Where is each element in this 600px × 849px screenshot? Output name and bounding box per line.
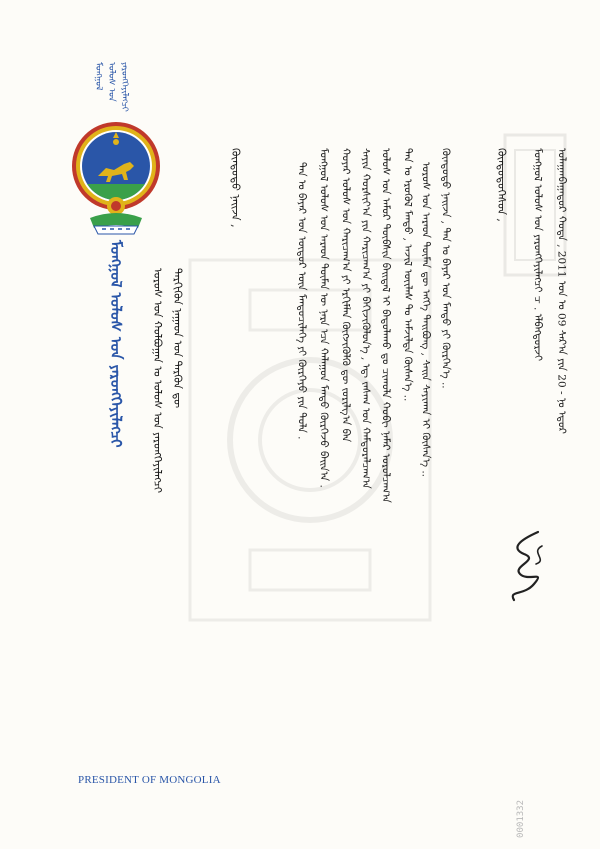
brand-line-2: ᠤᠯᠤᠰ ᠤᠨ [106, 62, 116, 102]
body-line-7: ᠣᠷᠣᠰ ᠤᠨ ᠠᠷᠠᠳ ᠲᠦᠮᠡᠨ ᠳᠦ ᠡᠩᠬᠡ ᠲᠠᠢᠪᠤᠩ , ᠰᠠᠢᠨ ᠰᠠᠶᠢᠬᠠᠨ ᠢ ᠬᠦᠰᠡᠨ᠎ᠡ .. [419, 162, 432, 478]
body-line-4: ᠰᠠᠶᠢᠨ ᠬᠣᠷᠰᠢᠶ᠎ᠠ ᠶᠢᠨ ᠬᠠᠷᠢᠴᠠᠭ᠎ᠠ ᠶᠢ ᠪᠡᠬᠢᠵᠢᠭᠦᠯᠦᠨ᠎ᠡ , ᠡᠳ᠋ ᠵᠠᠰᠠᠭ ᠤᠨ ᠬᠠᠮᠲᠤᠷᠠᠯᠴᠠᠭ᠎ᠠ [359, 148, 372, 489]
body-line-6: ᠲᠠᠨ ᠤ ᠡᠷᠦᠭᠦᠯ ᠮᠡᠨᠳᠦ , ᠠᠵᠢᠯ ᠦᠢᠯᠡᠰ ᠲᠤ ᠠᠮᠵᠢᠯᠲᠠ ᠬᠦᠰᠡᠨ᠎ᠡ .. [401, 148, 414, 402]
brand-line-3: ᠶᠡᠷᠦᠩᠬᠡᠶᠢᠯᠡᠭᠴᠢ [119, 62, 129, 112]
handwritten-signature [490, 526, 560, 606]
state-emblem [68, 110, 164, 238]
body-line-3: ᠬᠣᠶᠠᠷ ᠤᠯᠤᠰ ᠤᠨ ᠬᠠᠷᠢᠴᠠᠭ᠎ᠠ ᠶᠢ ᠡᠷᠬᠢᠮᠯᠡᠨ ᠬᠥᠭᠵᠢᠭᠦᠯᠬᠦ ᠳᠦ ᠵᠣᠷᠢᠯᠭ᠎ᠠ ᠪᠠᠨ [339, 148, 352, 443]
body-line-1: ᠲᠠᠨ ᠤ ᠪᠠᠶᠠᠷ ᠤᠨ ᠦᠳᠦᠷ ᠦᠨ ᠮᠡᠨᠳᠦᠴᠢᠯᠡᠭᠡ ᠶᠢ ᠬᠦᠷᠭᠡᠶᠦ ᠶᠢᠨ ᠲᠤᠯᠠ . [295, 162, 308, 440]
signatory-line: ᠮᠣᠩᠭᠣᠯ ᠤᠯᠤᠰ ᠤᠨ ᠶᠡᠷᠦᠩᠬᠡᠶᠢᠯᠡᠭᠴᠢ ᠴ . ᠡᠯᠪᠡᠭᠳᠣᠷᠵᠢ [531, 148, 544, 361]
body-line-8: ᠬᠦᠨᠳᠦᠲᠦ ᠨᠠᠢᠵᠠ , ᠲᠠᠨ ᠤ ᠪᠠᠶᠠᠷ ᠤᠨ ᠮᠡᠨᠳᠦ ᠶᠢ ᠬᠦᠷᠭᠡᠨ᠎ᠡ .. [439, 148, 452, 389]
footer-english-title: PRESIDENT OF MONGOLIA [78, 774, 221, 786]
regards-line: ᠬᠦᠨᠳᠦᠲᠦᠭᠡᠰᠦᠨ , [495, 148, 508, 222]
brand-line-1: ᠮᠣᠩᠭᠣᠯ [93, 62, 103, 91]
watermark-pattern [180, 250, 440, 630]
salutation: ᠬᠦᠨᠳᠦᠲᠦ ᠨᠠᠢᠵᠠ , [229, 148, 242, 228]
office-title: ᠮᠣᠩᠭᠣᠯ ᠤᠯᠤᠰ ᠤᠨ ᠶᠡᠷᠦᠩᠬᠡᠶᠢᠯᠡᠭᠴᠢ [107, 240, 125, 448]
serial-number: 0001332 [516, 800, 526, 838]
recipient-line-2: ᠲᠡᠷᠭᠢᠭᠦᠨ ᠨᠠᠭᠠᠳ ᠤᠨ ᠲᠡᠷᠭᠦᠨ ᠳᠦ [171, 268, 184, 409]
date-line: ᠤᠯᠠᠭᠠᠨᠪᠠᠭᠠᠲᠤᠷ ᠬᠣᠲᠠ , 2011 ᠣᠨ ᠤ 09 ᠰᠠᠷ᠎ᠠ ᠶᠢᠨ 20 - ᠨᠤ ᠡᠳᠦᠷ [555, 148, 568, 434]
body-line-5: ᠤᠯᠤᠰ ᠤᠨ ᠠᠮᠤᠷ ᠲᠦᠪᠰᠢᠨ ᠪᠠᠢᠳᠠᠯ ᠢ ᠪᠠᠲᠤᠯᠠᠬᠤ ᠳᠤ ᠴᠢᠬᠤᠯᠠ ᠬᠤᠪᠢ ᠨᠡᠮᠡᠷ ᠣᠷᠣᠯᠴᠠᠭ᠎ᠠ [379, 148, 392, 503]
recipient-line-1: ᠣᠷᠤᠰ ᠤᠨ ᠬᠣᠯᠪᠣᠭᠠᠨ ᠤ ᠤᠯᠤᠰ ᠤᠨ ᠶᠡᠷᠦᠩᠬᠡᠶᠢᠯᠡᠭᠴᠢ [151, 268, 164, 494]
body-line-2: ᠮᠣᠩᠭᠣᠯ ᠤᠯᠤᠰ ᠤᠨ ᠠᠷᠠᠳ ᠲᠦᠮᠡᠨ ᠦ ᠨᠡᠷᠡ ᠡᠴᠡ ᠬᠠᠯᠠᠭᠤᠨ ᠮᠡᠨᠳᠦ ᠬᠦᠷᠭᠡᠵᠦ ᠪᠠᠢᠨ᠎ᠠ . [317, 148, 330, 488]
